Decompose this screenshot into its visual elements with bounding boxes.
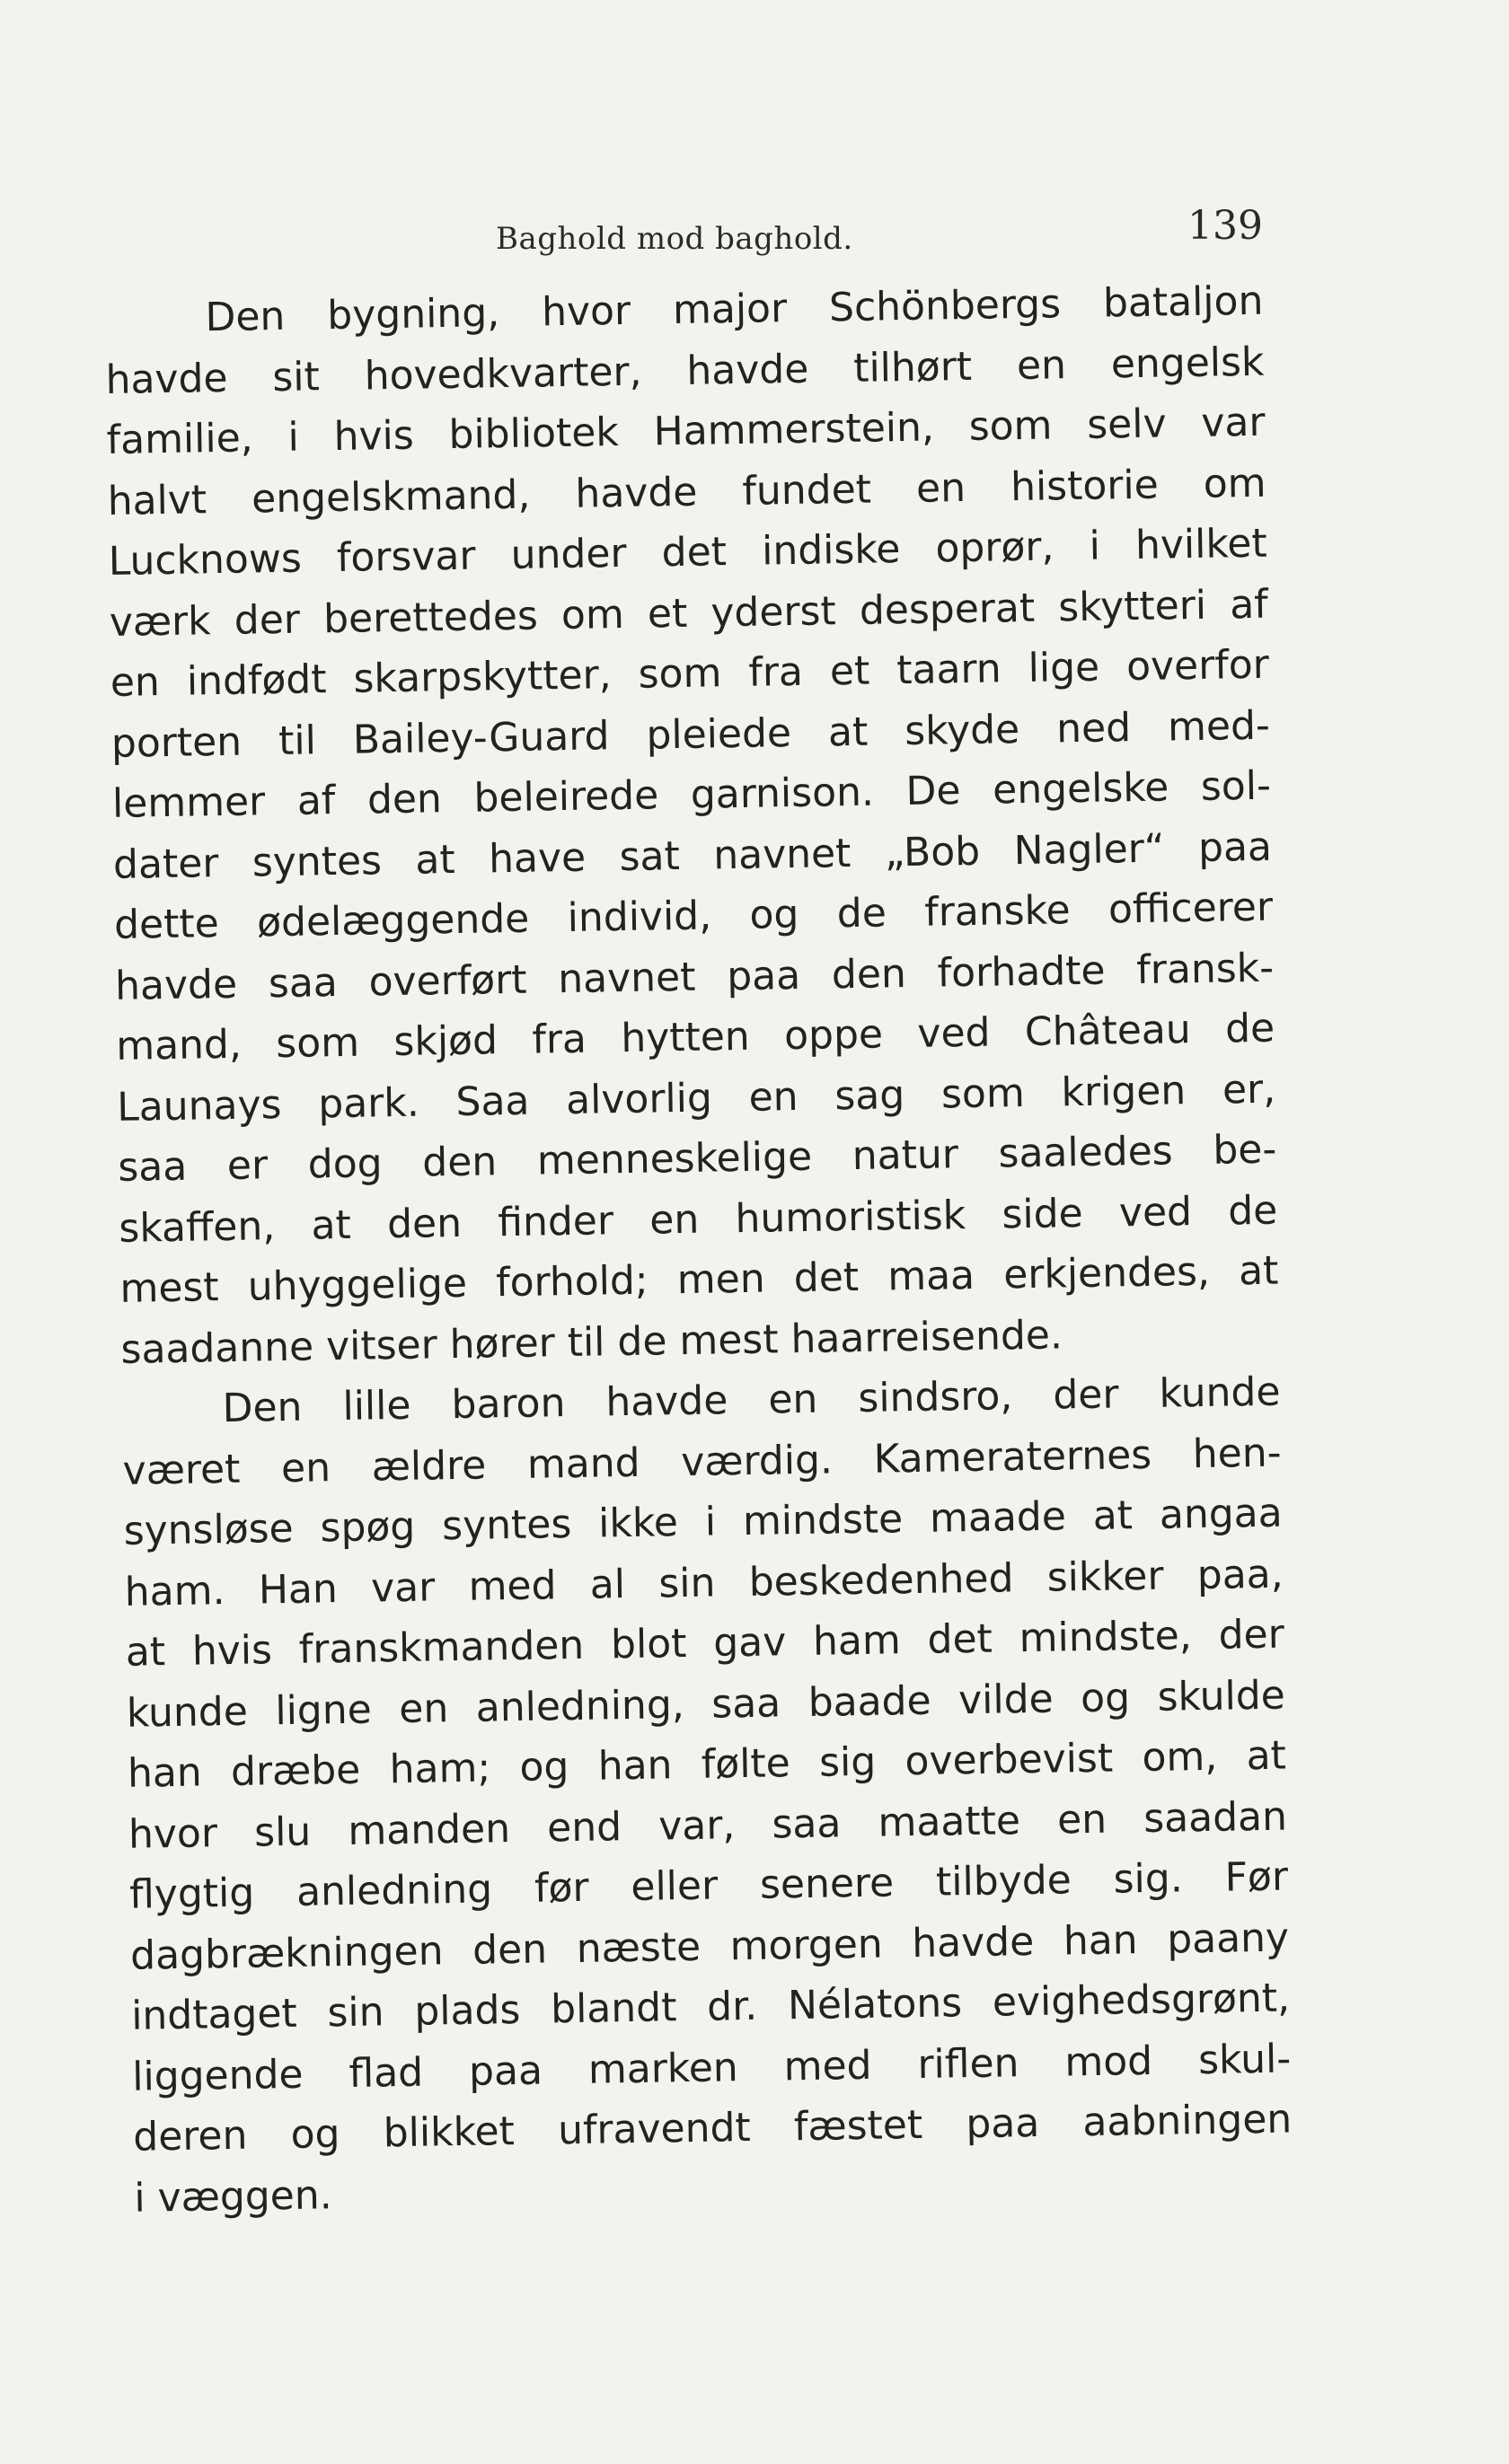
text-line: Launays park. Saa alvorlig en sag som krigen er, — [116, 1066, 1276, 1131]
text-line: Den lille baron havde en sindsro, der kunde — [222, 1368, 1281, 1432]
text-line: skaffen, at den finder en humoristisk side ved de — [119, 1187, 1278, 1252]
text-line: deren og blikket ufravendt fæstet paa aabningen — [132, 2096, 1293, 2160]
running-header: Baghold mod baghold. — [496, 221, 853, 257]
text-line: han dræbe ham; og han følte sig overbevist om, at — [127, 1732, 1287, 1797]
text-line: mest uhyggelige forhold; men det maa erkjendes, at — [119, 1247, 1279, 1312]
text-line: værk der berettedes om et yderst desperat skytteri af — [109, 581, 1269, 646]
text-line: dette ødelæggende individ, og de franske officerer — [113, 884, 1274, 948]
text-line: halvt engelskmand, havde fundet en historie om — [107, 460, 1266, 524]
body-text — [104, 271, 1293, 2229]
text-line: havde sit hovedkvarter, havde tilhørt en engelsk — [105, 339, 1265, 403]
text-line: i væggen. — [133, 2171, 333, 2222]
text-line: liggende flad paa marken med riflen mod skul- — [131, 2035, 1292, 2100]
text-line: indtaget sin plads blandt dr. Nélatons evighedsgrønt, — [130, 1975, 1291, 2039]
text-line: en indfødt skarpskytter, som fra et taarn lige overfor — [110, 641, 1270, 706]
text-line: dagbrækningen den næste morgen havde han paany — [129, 1914, 1290, 1979]
text-line: porten til Bailey-Guard pleiede at skyde ned med- — [110, 702, 1271, 767]
text-line: lemmer af den beleirede garnison. De engelske sol- — [111, 762, 1272, 827]
text-line: dater syntes at have sat navnet „Bob Nagler“ paa — [112, 823, 1273, 888]
text-line: havde saa overført navnet paa den forhadte fransk- — [114, 945, 1275, 1009]
text-line: at hvis franskmanden blot gav ham det mindste, der — [125, 1611, 1285, 1676]
text-line: saadanne vitser hører til de mest haarreisende. — [120, 1311, 1063, 1373]
text-line: saa er dog den menneskelige natur saaledes be- — [117, 1126, 1277, 1191]
text-line: familie, i hvis bibliotek Hammerstein, som selv var — [106, 399, 1266, 463]
text-line: Den bygning, hvor major Schönbergs bataljon — [205, 277, 1264, 341]
text-line: ham. Han var med al sin beskedenhed sikker paa, — [124, 1551, 1284, 1615]
text-line: flygtig anledning før eller senere tilbyde sig. Før — [128, 1853, 1289, 1918]
text-line: kunde ligne en anledning, saa baade vilde og skulde — [126, 1672, 1286, 1737]
page-number: 139 — [1187, 203, 1263, 249]
text-line: hvor slu manden end var, saa maatte en saadan — [128, 1793, 1288, 1858]
text-line: været en ældre mand værdig. Kameraternes hen- — [122, 1430, 1282, 1494]
text-line: synsløse spøg syntes ikke i mindste maade at angaa — [123, 1490, 1283, 1554]
text-line: Lucknows forsvar under det indiske oprør, i hvilket — [108, 520, 1268, 585]
text-line: mand, som skjød fra hytten oppe ved Château de — [115, 1005, 1275, 1069]
